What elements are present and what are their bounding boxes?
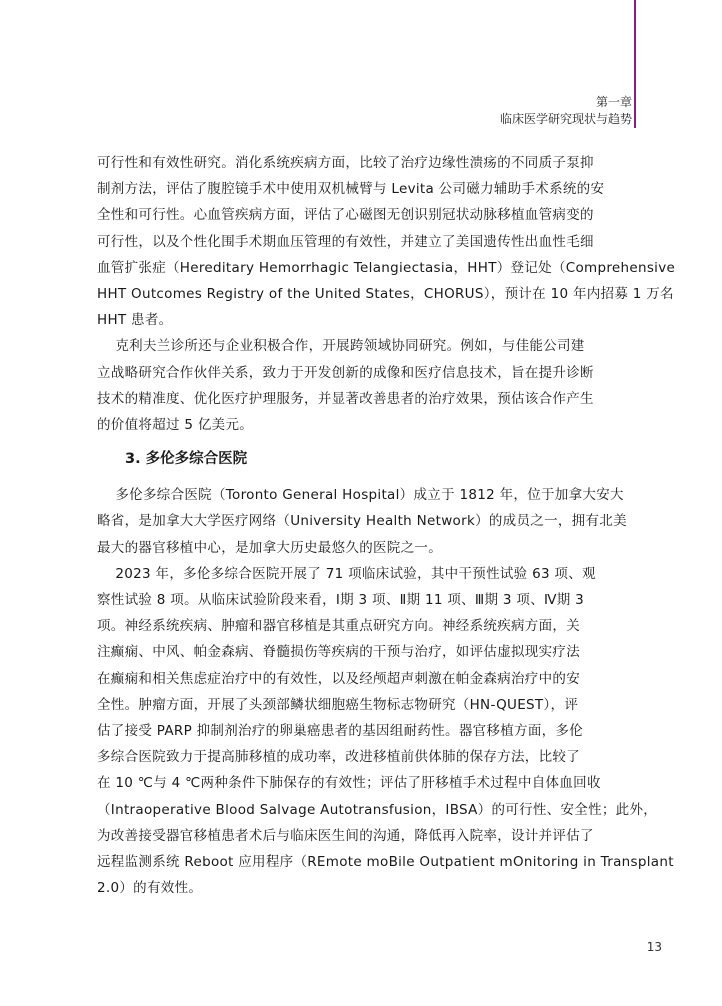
text-line: 可行性，以及个性化围手术期血压管理的有效性，并建立了美国遗传性出血性毛细 [97, 233, 594, 250]
paragraph [97, 561, 674, 902]
text-line: 的价值将超过 5 亿美元。 [97, 417, 254, 434]
text-line: 立战略研究合作伙伴关系，致力于开发创新的成像和医疗信息技术，旨在提升诊断 [97, 364, 594, 381]
text-line: （Intraoperative Blood Salvage Autotransfusion，IBSA）的可行性、安全性；此外， [97, 801, 658, 818]
text-line: 2023 年，多伦多综合医院开展了 71 项临床试验，其中干预性试验 63 项、观 [97, 565, 596, 582]
chapter-title: 临床医学研究现状与趋势 [499, 112, 632, 126]
text-line: 2.0）的有效性。 [97, 880, 203, 897]
text-line: 制剂方法，评估了腹腔镜手术中使用双机械臂与 Levita 公司磁力辅助手术系统的安 [97, 181, 605, 198]
text-line: 多综合医院致力于提高肺移植的成功率，改进移植前供体肺的保存方法，比较了 [97, 749, 580, 766]
text-line: 项。神经系统疾病、肿瘤和器官移植是其重点研究方向。神经系统疾病方面，关 [97, 618, 580, 635]
text-line: 可行性和有效性研究。消化系统疾病方面，比较了治疗边缘性溃疡的不同质子泵抑 [97, 155, 594, 171]
text-line: 估了接受 PARP 抑制剂治疗的卵巢癌患者的基因组耐药性。器官移植方面，多伦 [97, 723, 584, 740]
text-line: 远程监测系统 Reboot 应用程序（REmote moBile Outpatient mOnitoring in Transplant [97, 854, 674, 871]
text-line: HHT Outcomes Registry of the United States，CHORUS），预计在 10 年内招募 1 万名 [97, 286, 674, 303]
text-line: 在癫痫和相关焦虑症治疗中的有效性，以及经颅超声刺激在帕金森病治疗中的安 [97, 670, 580, 687]
chapter-label: 第一章 [595, 95, 632, 109]
text-line: 最大的器官移植中心，是加拿大历史最悠久的医院之一。 [97, 539, 442, 556]
paragraph [97, 150, 676, 333]
paragraph [97, 333, 635, 438]
paragraph [97, 482, 635, 561]
section-before-heading [97, 150, 676, 438]
body-text [97, 150, 676, 901]
text-line: 多伦多综合医院（Toronto General Hospital）成立于 1812 年，位于加拿大安大 [97, 487, 624, 504]
text-line: 克利夫兰诊所还与企业积极合作，开展跨领域协同研究。例如，与佳能公司建 [97, 338, 585, 355]
text-line: 察性试验 8 项。从临床试验阶段来看，Ⅰ期 3 项、Ⅱ期 11 项、Ⅲ期 3 项、Ⅳ期 3 [97, 592, 585, 609]
header-accent-rule [634, 0, 636, 128]
section-heading: 3. 多伦多综合医院 [125, 451, 248, 468]
text-line: 技术的精准度、优化医疗护理服务，并显著改善患者的治疗效果，预估该合作产生 [97, 390, 594, 407]
section-after-heading [97, 482, 674, 901]
text-line: 为改善接受器官移植患者术后与临床医生间的沟通，降低再入院率，设计并评估了 [97, 827, 594, 844]
text-line: 在 10 ℃与 4 ℃两种条件下肺保存的有效性；评估了肝移植手术过程中自体血回收 [97, 775, 601, 792]
text-line: 略省，是加拿大大学医疗网络（University Health Network）的成员之一，拥有北美 [97, 513, 627, 530]
page-number: 13 [646, 940, 662, 954]
running-header [500, 94, 632, 128]
text-line: 注癫痫、中风、帕金森病、脊髓损伤等疾病的干预与治疗，如评估虚拟现实疗法 [97, 644, 580, 661]
text-line: 全性。肿瘤方面，开展了头颈部鳞状细胞癌生物标志物研究（HN-QUEST），评 [97, 696, 579, 713]
text-line: 全性和可行性。心血管疾病方面，评估了心磁图无创识别冠状动脉移植血管病变的 [97, 207, 594, 224]
text-line: HHT 患者。 [97, 312, 173, 329]
text-line: 血管扩张症（Hereditary Hemorrhagic Telangiectasia，HHT）登记处（Comprehensive [97, 259, 676, 276]
